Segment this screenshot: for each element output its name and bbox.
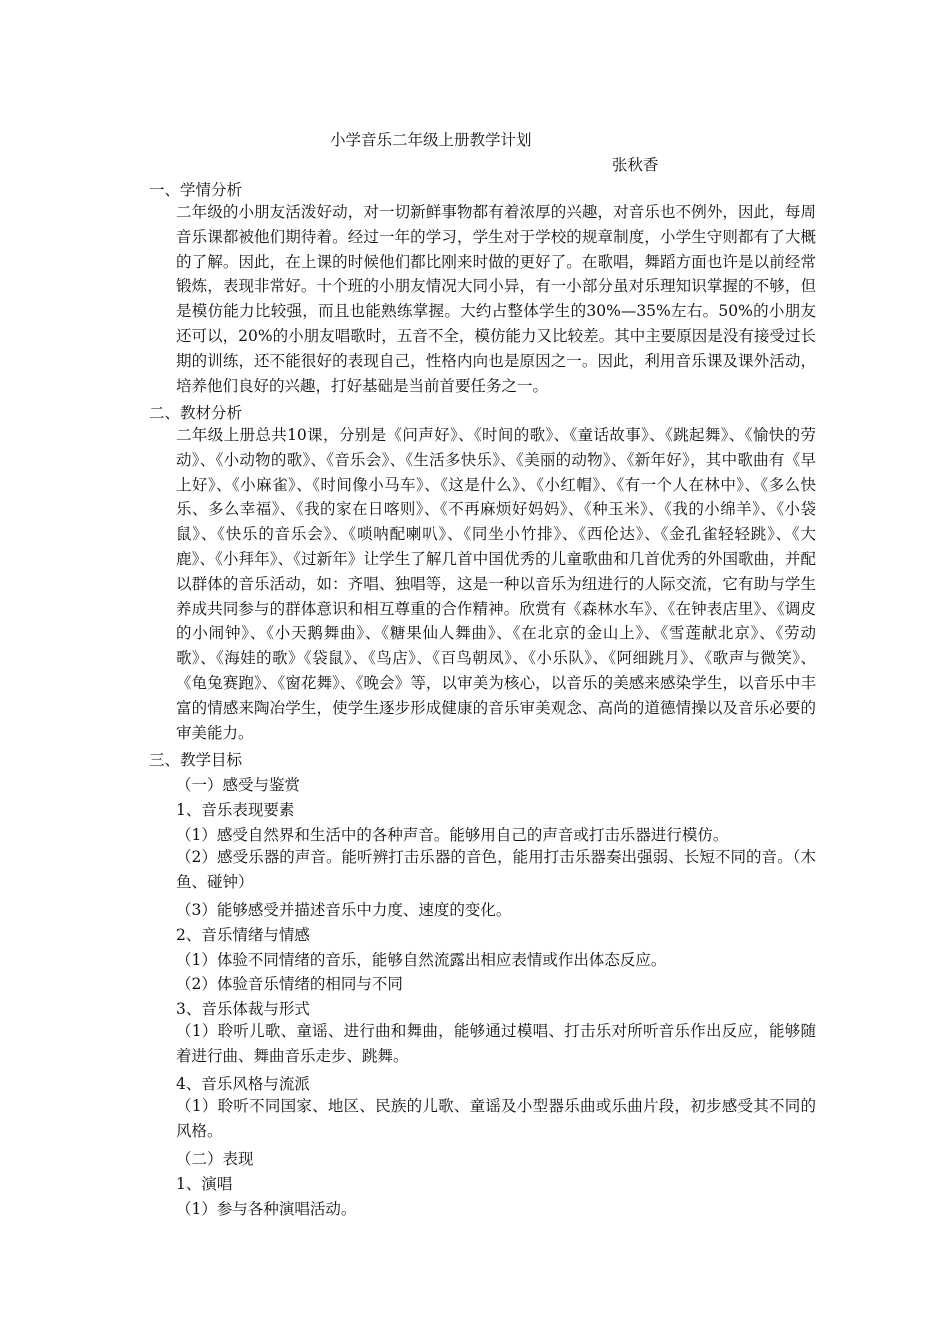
list-item: 1、音乐表现要素 [176, 801, 295, 819]
list-item: 3、音乐体裁与形式 [176, 1000, 310, 1018]
document-title: 小学音乐二年级上册教学计划 [330, 131, 532, 149]
document-author: 张秋香 [612, 156, 659, 174]
list-item: （3）能够感受并描述音乐中力度、速度的变化。 [176, 901, 512, 919]
subsection-heading: （二）表现 [176, 1150, 254, 1168]
list-item: （1）体验不同情绪的音乐，能够自然流露出相应表情或作出体态反应。 [176, 951, 667, 969]
list-item: 2、音乐情绪与情感 [176, 926, 310, 944]
list-item: 1、演唱 [176, 1175, 233, 1193]
list-item: （1）聆听不同国家、地区、民族的儿歌、童谣及小型器乐曲或乐曲片段，初步感受其不同的风格。 [176, 1097, 816, 1140]
list-item: 4、音乐风格与流派 [176, 1075, 310, 1093]
section-heading-goals: 三、教学目标 [149, 751, 243, 769]
section-body-materials: 二年级上册总共10课，分别是《问声好》、《时间的歌》、《童话故事》、《跳起舞》、《愉快的劳动》、《小动物的歌》、《音乐会》、《生活多快乐》、《美丽的动物》、《新年好》，其中歌曲有《早上好》、《小麻雀》、《时间像小马车》、《这是什么》、《小红帽》、《有一个人在林中》、《多么快乐、多么幸福》、《我的家在日喀则》、《不再麻烦好妈妈》、《种玉米》、《我的小绵羊》、《小袋鼠》、《快乐的音乐会》、《唢呐配喇叭》、《同坐小竹排》、《西伦达》、《金孔雀轻轻跳》、《大鹿》、《小拜年》、《过新年》让学生了解几首中国优秀的儿童歌曲和几首优秀的外国歌曲，并配以群体的音乐活动，如：齐唱、独唱等，这是一种以音乐为纽进行的人际交流，它有助与学生养成共同参与的群体意识和相互尊重的合作精神。欣赏有《森林水车》、《在钟表店里》、《调皮的小闹钟》、《小天鹅舞曲》、《糖果仙人舞曲》、《在北京的金山上》、《雪莲献北京》、《劳动歌》、《海娃的歌》《袋鼠》、《鸟店》、《百鸟朝凤》、《小乐队》、《阿细跳月》、《歌声与微笑》、《龟兔赛跑》、《窗花舞》、《晚会》等，以审美为核心，以音乐的美感来感染学生，以音乐中丰富的情感来陶冶学生，使学生逐步形成健康的音乐审美观念、高尚的道德情操以及音乐必要的审美能力。 [176, 426, 816, 742]
section-body-situation: 二年级的小朋友活泼好动，对一切新鲜事物都有着浓厚的兴趣，对音乐也不例外，因此，每周音乐课都被他们期待着。经过一年的学习，学生对于学校的规章制度，小学生守则都有了大概的了解。因此，在上课的时候他们都比刚来时做的更好了。在歌唱，舞蹈方面也许是以前经常锻炼，表现非常好。十个班的小朋友情况大同小异，有一小部分虽对乐理知识掌握的不够，但是模仿能力比较强，而且也能熟练掌握。大约占整体学生的30%—35%左右。50%的小朋友还可以，20%的小朋友唱歌时，五音不全，模仿能力又比较差。其中主要原因是没有接受过长期的训练，还不能很好的表现自己，性格内向也是原因之一。因此，利用音乐课及课外活动，培养他们良好的兴趣，打好基础是当前首要任务之一。 [176, 203, 816, 395]
subsection-heading: （一）感受与鉴赏 [176, 776, 301, 794]
section-heading-materials: 二、教材分析 [149, 404, 243, 422]
list-item: （1）参与各种演唱活动。 [176, 1200, 357, 1218]
list-item: （2）感受乐器的声音。能听辨打击乐器的音色，能用打击乐器奏出强弱、长短不同的音。（木鱼、碰钟） [176, 848, 816, 891]
list-item: （1）聆听儿歌、童谣、进行曲和舞曲，能够通过模唱、打击乐对所听音乐作出反应，能够随着进行曲、舞曲音乐走步、跳舞。 [176, 1022, 816, 1065]
section-heading-situation: 一、学情分析 [149, 181, 243, 199]
list-item: （1）感受自然界和生活中的各种声音。能够用自己的声音或打击乐器进行模仿。 [176, 826, 729, 844]
list-item: （2）体验音乐情绪的相同与不同 [176, 975, 403, 993]
